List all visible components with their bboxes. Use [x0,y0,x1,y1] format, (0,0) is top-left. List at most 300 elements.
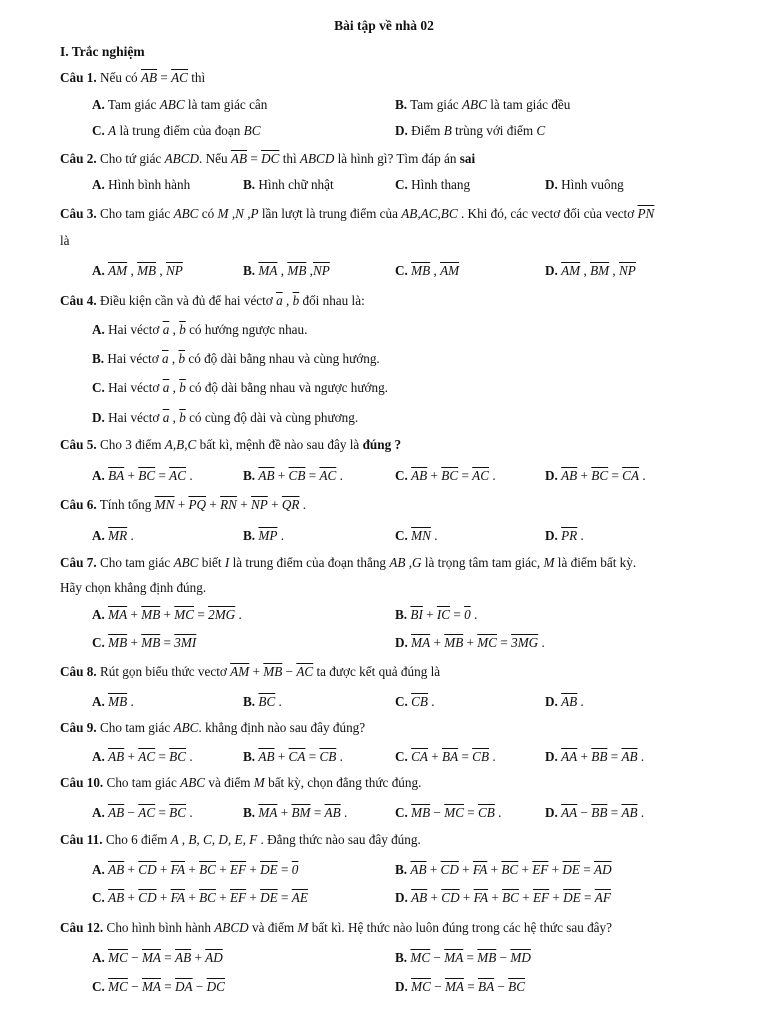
option-key: A. [92,528,105,543]
vector: $\overline{DC}$ [206,979,225,994]
vector: $\overline{FA}$ [473,890,489,905]
vector: $\overline{MA}$ [258,805,278,820]
operator: − [494,979,509,994]
question-text: và điểm [248,920,298,935]
emphasis: sai [459,151,476,166]
vector: $\overline{AB}$ [175,950,192,965]
vector: $\overline{MA}$ [258,263,278,278]
question-text: là hình gì? Tìm đáp án [334,151,460,166]
option-key: B. [395,862,408,877]
q5-option-a[interactable]: A. $\overline{BA} + \overline{BC} = \overline{AC}$ . [92,468,193,483]
q1-option-a[interactable] [92,97,267,113]
vector: $\overline{AD}$ [205,950,223,965]
question-text: là điểm bất kỳ. [554,555,637,570]
vector: $\overline{PQ}$ [188,497,207,512]
math: A [108,123,117,138]
vector: $\overline{DE}$ [260,862,278,877]
vector: $\overline{a}$ [162,410,170,425]
option-key: B. [243,528,256,543]
vector: $\overline{BC}$ [501,862,519,877]
vector: $\overline{MA}$ [444,950,464,965]
option-text: là tam giác đều [486,97,571,112]
vector: $\overline{NP}$ [166,263,183,278]
vector: $\overline{AC}$ [171,70,188,85]
vector: $\overline{MB}$ [411,805,431,820]
option-key: A. [92,805,105,820]
option-key: B. [243,263,256,278]
vector: $\overline{b}$ [179,410,186,425]
q8-option-c[interactable]: C. $\overline{CB}$ . [395,694,435,709]
vector: $\overline{AM}$ [230,664,250,679]
math: ABCD [164,151,200,166]
option-text: có độ dài bằng nhau và ngược hướng. [185,380,388,395]
vector: $\overline{BC}$ [169,749,187,764]
vector: $\overline{AB}$ [108,890,125,905]
question-4: Câu 4. Điều kiện cần và đủ để hai véctơ $\overline{a}$ , $\overline{b}$ đối nhau là: [60,293,365,308]
vector: $\overline{AD}$ [594,862,612,877]
q6-option-c[interactable]: C. $\overline{MN}$ . [395,528,438,543]
option-text: là tam giác cân [184,97,268,112]
question-7 [60,555,636,571]
q10-option-d[interactable]: D. $\overline{AA} - \overline{BB} = \overline{AB}$ . [545,805,645,820]
q4-option-b[interactable]: B. Hai véctơ $\overline{a}$ , $\overline{b}$ có độ dài bằng nhau và cùng hướng. [92,351,380,366]
vector: $\overline{AB}$ [108,749,125,764]
vector: $\overline{AB}$ [561,694,578,709]
math: ABC [173,720,199,735]
option-key: D. [545,749,558,764]
vector: 0 [291,862,299,877]
question-text: bất kì, mệnh đề nào sau đây là [196,437,363,452]
vector: $\overline{a}$ [276,293,283,308]
q3-option-c[interactable]: C. $\overline{MB}$ , $\overline{AM}$ [395,263,460,278]
q10-option-b[interactable]: B. $\overline{MA} + \overline{BM} = \overline{AB}$ . [243,805,348,820]
q4-option-d[interactable]: D. Hai véctơ $\overline{a}$ , $\overline{b}$ có cùng độ dài và cùng phương. [92,410,359,425]
vector: $\overline{AB}$ [621,805,638,820]
option-text: Hình vuông [557,177,624,192]
q3-option-b[interactable]: B. $\overline{MA}$ , $\overline{MB}$ $,\overline{NP}$ [243,263,330,278]
option-key: D. [545,805,558,820]
vector: $\overline{AB}$ [258,749,275,764]
q12-option-b[interactable]: B. $\overline{MC} - \overline{MA} = \overline{MB} - \overline{MD}$ [395,950,531,965]
question-text: Cho tứ giác [96,151,165,166]
question-number: Câu 10. [60,775,104,790]
q2-option-c[interactable] [395,177,470,193]
vector: $\overline{MB}$ [108,694,128,709]
question-text: Cho tam giác [96,555,174,570]
option-key: C. [395,805,408,820]
q4-option-a[interactable]: A. Hai véctơ $\overline{a}$ , $\overline{b}$ có hướng ngược nhau. [92,322,308,337]
option-key: D. [545,177,558,192]
vector: $\overline{BC}$ [591,468,609,483]
q12-option-d[interactable]: D. $\overline{MC} - \overline{MA} = \overline{BA} - \overline{BC}$ [395,979,526,994]
vector: $\overline{EF}$ [532,890,550,905]
option-key: B. [243,468,256,483]
option-text: Hai véctơ [104,410,163,425]
question-7-continued: Hãy chọn khẳng định đúng. [60,580,207,595]
option-key: D. [395,979,408,994]
q10-option-a[interactable]: A. $\overline{AB} - \overline{AC} = \overline{BC}$ . [92,805,193,820]
vector: $\overline{AB}$ [410,862,427,877]
q6-option-a[interactable]: A. $\overline{MR}$ . [92,528,134,543]
option-key: D. [545,468,558,483]
option-text: có cùng độ dài và cùng phương. [185,410,359,425]
q1-option-b[interactable] [395,97,570,113]
option-key: A. [92,97,105,112]
q8-option-a[interactable]: A. $\overline{MB}$ . [92,694,134,709]
vector: $\overline{FA}$ [472,862,488,877]
option-key: B. [92,351,105,366]
question-8: Câu 8. Rút gọn biểu thức vectơ $\overline{AM} + \overline{MB} - \overline{AC}$ ta được kết quả đúng là [60,664,441,679]
option-key: D. [395,635,408,650]
vector: $\overline{MP}$ [258,528,278,543]
question-text: Cho tam giác [96,720,174,735]
vector: $\overline{a}$ [161,351,169,366]
option-key: D. [92,410,105,425]
vector: $\overline{AC}$ [319,468,337,483]
math: M [253,775,265,790]
option-key: A. [92,862,105,877]
vector: $\overline{PR}$ [561,528,578,543]
vector: $\overline{AB}$ [411,890,428,905]
vector: 2MG [208,607,236,622]
option-key: C. [395,694,408,709]
vector: $\overline{BA}$ [108,468,125,483]
option-key: C. [395,263,408,278]
question-text: bất kỳ, chọn đẳng thức đúng. [264,775,422,790]
q5-option-c[interactable]: C. $\overline{AB} + \overline{BC} = \overline{AC}$ . [395,468,496,483]
question-5 [60,437,401,453]
q11-option-c[interactable]: C. $\overline{AB} + \overline{CD} + \overline{FA} + \overline{BC} + \overline{EF} + \overline{DE} = \overline{AE}$ [92,890,308,905]
question-text: Cho tam giác [96,206,174,221]
question-6: Câu 6. Tính tổng $\overline{MN} + \overline{PQ} + \overline{RN} + \overline{NP} + \overline{QR}$ . [60,497,307,512]
vector: $\overline{BI}$ [410,607,423,622]
option-key: C. [395,177,408,192]
operator: − [496,950,511,965]
option-key: C. [92,635,105,650]
option-key: A. [92,694,105,709]
math: ABC [461,97,487,112]
operator: + [191,950,206,965]
q10-option-c[interactable]: C. $\overline{MB} - \overline{MC} = \overline{CB}$ . [395,805,502,820]
math: M [543,555,555,570]
question-text: lần lượt là trung điểm của [258,206,402,221]
q3-option-a[interactable]: A. $\overline{AM}$ , $\overline{MB}$ , $\overline{NP}$ [92,263,183,278]
q11-option-a[interactable]: A. $\overline{AB} + \overline{CD} + \overline{FA} + \overline{BC} + \overline{EF} + \overline{DE} = 0$ [92,862,299,877]
math: ABC [173,206,199,221]
vector: $\overline{BB}$ [591,749,608,764]
question-text: và điểm [205,775,254,790]
vector: $\overline{EF}$ [229,890,247,905]
math: I [224,555,230,570]
vector: $\overline{BC}$ [199,862,216,877]
vector: $\overline{EF}$ [532,862,549,877]
vector: $\overline{b}$ [292,293,300,308]
question-2 [60,151,475,167]
vector: $\overline{CA}$ [411,749,428,764]
vector: $\overline{CD}$ [441,890,460,905]
math: C [536,123,546,138]
vector: $\overline{MA}$ [141,979,161,994]
q5-option-d[interactable]: D. $\overline{AB} + \overline{BC} = \overline{CA}$ . [545,468,646,483]
option-key: A. [92,322,105,337]
operator: − [192,979,207,994]
question-text: Rút gọn biểu thức vectơ [96,664,231,679]
option-key: D. [395,123,408,138]
vector: $\overline{MB}$ [141,607,161,622]
question-text: biết [198,555,225,570]
option-text: Tam giác [407,97,462,112]
vector: $\overline{MB}$ [444,635,464,650]
vector: $\overline{AF}$ [594,890,611,905]
q7-option-b[interactable]: B. $\overline{BI} + \overline{IC} = 0$ . [395,607,478,622]
q9-option-a[interactable]: A. $\overline{AB} + \overline{AC} = \overline{BC}$ . [92,749,193,764]
option-key: A. [92,607,105,622]
option-text: có hướng ngược nhau. [185,322,308,337]
option-text: Điểm [407,123,444,138]
question-text: . Đẳng thức nào sau đây đúng. [257,832,421,847]
question-text: Điều kiện cần và đủ để hai véctơ [96,293,277,308]
vector: $\overline{FA}$ [170,862,186,877]
vector: $\overline{MC}$ [477,635,498,650]
math: A , B, C, D, E, F [170,832,258,847]
q3-option-d[interactable]: D. $\overline{AM}$ , $\overline{BM}$ , $\overline{NP}$ [545,263,636,278]
vector: $\overline{AB}$ [324,805,341,820]
question-number: Câu 8. [60,664,97,679]
q8-option-b[interactable]: B. $\overline{BC}$ . [243,694,282,709]
math: ABCD [299,151,335,166]
q8-option-d[interactable]: D. $\overline{AB}$ . [545,694,584,709]
vector: $\overline{AB}$ [140,70,158,85]
vector: 3MG [511,635,539,650]
question-text: . Khi đó, các vectơ đối của vectơ [457,206,638,221]
vector: $\overline{CB}$ [411,694,428,709]
q2-option-a[interactable] [92,177,190,193]
option-key: D. [545,263,558,278]
vector: $\overline{BC}$ [502,890,519,905]
question-text: Cho 6 điểm [102,832,171,847]
question-number: Câu 7. [60,555,97,570]
question-text: bất kì. Hệ thức nào luôn đúng trong các hệ thức sau đây? [308,920,612,935]
vector: $\overline{CD}$ [138,862,157,877]
math: ABC [173,555,199,570]
vector: $\overline{AM}$ [108,263,128,278]
question-3 [60,206,654,222]
vector: $\overline{MC}$ [444,805,464,820]
vector: $\overline{CB}$ [288,468,306,483]
option-text: Hình bình hành [104,177,191,192]
question-text: Tính tổng [96,497,155,512]
q6-option-d[interactable]: D. $\overline{PR}$ . [545,528,584,543]
page-title: Bài tập về nhà 02 [334,18,434,33]
vector: $\overline{AE}$ [291,890,308,905]
q12-option-c[interactable]: C. $\overline{MC} - \overline{MA} = \overline{DA} - \overline{DC}$ [92,979,225,994]
vector: $\overline{AB}$ [621,749,638,764]
math: ABC [180,775,206,790]
vector: $\overline{AB}$ [411,468,428,483]
math: ABCD [214,920,249,935]
vector: $\overline{AC}$ [138,749,156,764]
question-number: Câu 3. [60,206,97,221]
option-key: C. [92,123,105,138]
vector: $\overline{MR}$ [108,528,128,543]
option-key: C. [92,890,105,905]
option-key: A. [92,263,105,278]
vector: $\overline{EF}$ [229,862,247,877]
vector: $\overline{RN}$ [220,497,237,512]
option-key: A. [92,468,105,483]
option-text: trùng với điểm [451,123,537,138]
option-key: B. [395,950,408,965]
question-text: . khẳng định nào sau đây đúng? [198,720,366,735]
option-key: D. [395,890,408,905]
question-text: Cho hình bình hành [103,920,215,935]
vector: $\overline{MC}$ [108,979,128,994]
question-text: thì [279,151,300,166]
question-text: có [198,206,218,221]
vector: $\overline{MA}$ [108,607,128,622]
vector: $\overline{QR}$ [281,497,300,512]
vector: $\overline{BC}$ [199,890,216,905]
vector: $\overline{DE}$ [563,890,581,905]
option-text: Tam giác [104,97,160,112]
option-key: B. [243,749,256,764]
option-text: có độ dài bằng nhau và cùng hướng. [185,351,380,366]
vector: $\overline{CB}$ [478,805,495,820]
vector: $\overline{AB}$ [230,151,248,166]
q4-option-c[interactable]: C. Hai véctơ $\overline{a}$ , $\overline{b}$ có độ dài bằng nhau và ngược hướng. [92,380,388,395]
question-12 [60,920,612,936]
option-key: C. [395,749,408,764]
vector: $\overline{BA}$ [478,979,495,994]
q1-option-d[interactable] [395,123,545,139]
vector: $\overline{AC}$ [296,664,314,679]
option-text: Hai véctơ [104,351,162,366]
q12-option-a[interactable]: A. $\overline{MC} - \overline{MA} = \overline{AB} + \overline{AD}$ [92,950,223,965]
vector: $\overline{AB}$ [258,468,275,483]
option-key: B. [243,694,256,709]
vector: $\overline{a}$ [162,380,170,395]
vector: $\overline{DA}$ [175,979,193,994]
option-key: A. [92,749,105,764]
option-text: Hai véctơ [104,322,163,337]
vector: $\overline{MA}$ [411,635,431,650]
vector: $\overline{MA}$ [444,979,464,994]
math: M [297,920,309,935]
vector: $\overline{DC}$ [261,151,280,166]
question-text: ta được kết quả đúng là [313,664,441,679]
q2-option-d[interactable] [545,177,624,193]
question-text: Nếu có [96,70,141,85]
vector: $\overline{AA}$ [561,805,578,820]
q9-option-c[interactable]: C. $\overline{CA} + \overline{BA} = \overline{CB}$ . [395,749,496,764]
vector: $\overline{CD}$ [440,862,459,877]
q7-option-c[interactable]: C. $\overline{MB} + \overline{MB} = 3MI$ [92,635,197,650]
option-key: B. [395,97,408,112]
q6-option-b[interactable]: B. $\overline{MP}$ . [243,528,285,543]
vector: $\overline{AM}$ [440,263,460,278]
vector: $\overline{MD}$ [510,950,531,965]
vector: $\overline{AA}$ [561,749,578,764]
option-key: D. [545,694,558,709]
option-text: Hình chữ nhật [255,177,334,192]
question-9 [60,720,365,736]
vector: $\overline{MC}$ [410,950,431,965]
question-number: Câu 6. [60,497,97,512]
vector: $\overline{a}$ [162,322,170,337]
vector: $\overline{AB}$ [561,468,578,483]
vector: $\overline{MB}$ [137,263,157,278]
math: A,B,C [164,437,197,452]
question-number: Câu 4. [60,293,97,308]
q9-option-b[interactable]: B. $\overline{AB} + \overline{CA} = \overline{CB}$ . [243,749,343,764]
vector: $\overline{CA}$ [288,749,306,764]
option-key: C. [92,979,105,994]
question-text: thì [187,70,206,85]
vector: $\overline{AC}$ [169,468,187,483]
option-key: B. [395,607,408,622]
vector: $\overline{BA}$ [442,749,459,764]
vector: $\overline{BM}$ [590,263,610,278]
vector: $\overline{b}$ [179,322,186,337]
option-key: C. [395,528,408,543]
vector: $\overline{AB}$ [108,862,125,877]
vector: $\overline{b}$ [178,351,186,366]
q5-option-b[interactable]: B. $\overline{AB} + \overline{CB} = \overline{AC}$ . [243,468,343,483]
q11-option-b[interactable]: B. $\overline{AB} + \overline{CD} + \overline{FA} + \overline{BC} + \overline{EF} + \overline{DE} = \overline{AD}$ [395,862,612,877]
option-text: là trung điểm của đoạn [116,123,244,138]
section-heading: I. Trắc nghiệm [60,44,145,59]
vector: $\overline{MC}$ [411,979,431,994]
question-text: là trọng tâm tam giác, [421,555,544,570]
q9-option-d[interactable]: D. $\overline{AA} + \overline{BB} = \overline{AB}$ . [545,749,645,764]
vector: $\overline{CB}$ [472,749,490,764]
option-key: A. [92,950,105,965]
option-key: A. [92,177,105,192]
vector: $\overline{CD}$ [138,890,157,905]
equals-sign: = [247,151,262,166]
vector: $\overline{DE}$ [260,890,278,905]
vector: $\overline{AM}$ [561,263,581,278]
vector: $\overline{AC}$ [472,468,490,483]
question-text: đối nhau là: [299,293,365,308]
math: ABC [159,97,185,112]
q2-option-b[interactable] [243,177,334,193]
question-text: Cho tam giác [103,775,181,790]
vector: $\overline{BC}$ [138,468,156,483]
math: BC [243,123,261,138]
q11-option-d[interactable]: D. $\overline{AB} + \overline{CD} + \overline{FA} + \overline{BC} + \overline{EF} + \overline{DE} = \overline{AF}$ [395,890,611,905]
math: AB ,G [389,555,422,570]
equals-sign: = [157,70,172,85]
option-key: D. [545,528,558,543]
q1-option-c[interactable] [92,123,261,139]
question-number: Câu 12. [60,920,104,935]
q7-option-a[interactable]: A. $\overline{MA} + \overline{MB} + \overline{MC} = 2MG$ . [92,607,242,622]
vector: $\overline{b}$ [179,380,186,395]
vector: $\overline{IC}$ [436,607,451,622]
vector: $\overline{BB}$ [591,805,608,820]
q7-option-d[interactable]: D. $\overline{MA} + \overline{MB} + \overline{MC} = 3MG$ . [395,635,545,650]
emphasis: đúng ? [362,437,402,452]
vector: $\overline{AC}$ [138,805,156,820]
vector: $\overline{BC}$ [258,694,276,709]
vector: $\overline{NP}$ [250,497,268,512]
vector: $\overline{AB}$ [108,805,125,820]
vector: $\overline{CA}$ [622,468,640,483]
vector: $\overline{MB}$ [108,635,128,650]
vector: $\overline{MB}$ [411,263,431,278]
vector: $\overline{DE}$ [562,862,580,877]
